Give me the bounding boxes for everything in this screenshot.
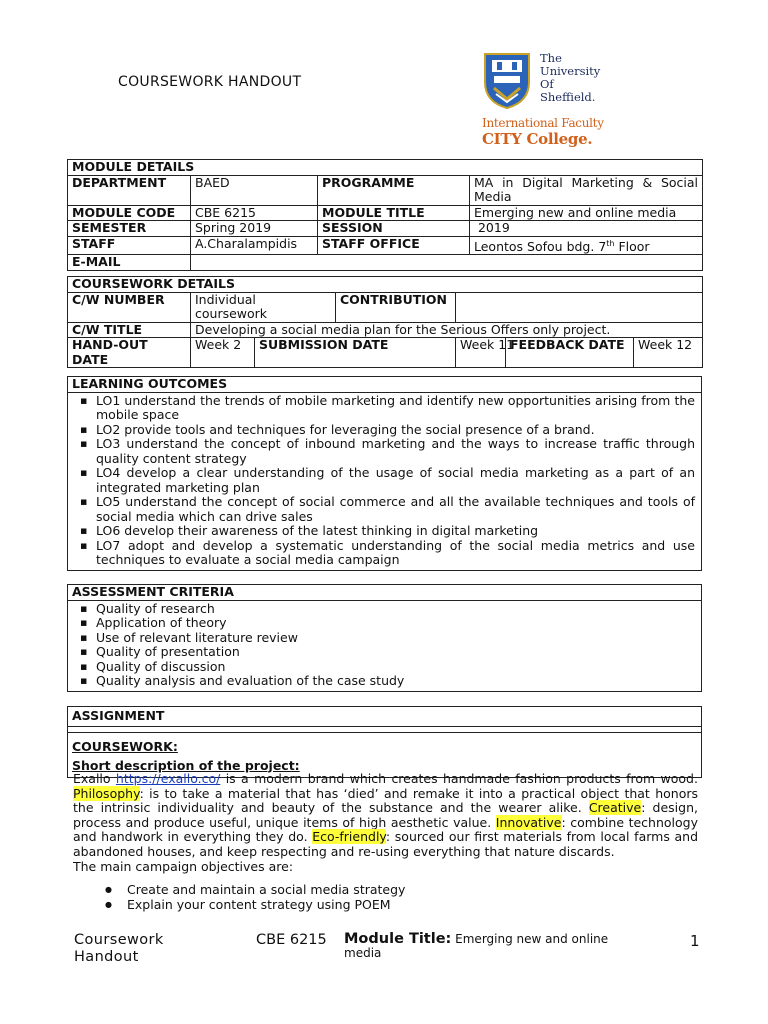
list-item: ▪ Application of theory (96, 616, 695, 631)
university-name: The University Of Sheffield. (540, 51, 601, 104)
assessment-criteria-table (67, 584, 702, 692)
creative-highlight: Creative (588, 800, 642, 816)
feedback-date-label: FEEDBACK DATE (506, 338, 634, 368)
page-footer (0, 932, 768, 972)
handout-date-value: Week 2 (191, 338, 255, 368)
footer-module-title: Module Title: Emerging new and online media (344, 931, 609, 960)
list-item: ▪ Quality analysis and evaluation of the case study (96, 674, 695, 689)
innovative-highlight: Innovative (495, 814, 562, 830)
department-label: DEPARTMENT (68, 175, 191, 205)
module-details-heading: MODULE DETAILS (68, 160, 703, 176)
email-label: E-MAIL (68, 255, 191, 271)
assignment-body (73, 772, 698, 912)
assignment-table (67, 706, 702, 778)
staff-value: A.Charalampidis (191, 236, 318, 255)
staff-label: STAFF (68, 236, 191, 255)
list-item: ▪ LO4 develop a clear understanding of the usage of social media marketing as a part of an integrated marketing plan (96, 466, 695, 495)
university-logo (482, 50, 612, 150)
learning-outcomes-heading: LEARNING OUTCOMES (68, 377, 702, 393)
staff-office-value: Leontos Sofou bdg. 7th Floor (470, 236, 703, 255)
cw-number-value: Individual coursework (191, 292, 336, 322)
footer-doc-title: Coursework Handout (74, 932, 164, 965)
list-item: ▪ LO7 adopt and develop a systematic understanding of the social media metrics and use techniques to evaluate a social media campaign (96, 539, 695, 568)
objectives-intro: The main campaign objectives are: (73, 858, 294, 874)
assessment-criteria-heading: ASSESSMENT CRITERIA (68, 585, 702, 601)
page-number: 1 (690, 932, 700, 950)
module-code-value: CBE 6215 (191, 205, 318, 221)
shield-icon (482, 52, 532, 110)
list-item: ▪ Use of relevant literature review (96, 631, 695, 646)
list-item: ▪ Quality of discussion (96, 660, 695, 675)
contribution-value (456, 292, 703, 322)
semester-label: SEMESTER (68, 221, 191, 237)
short-description-label: Short description of the project: (72, 757, 300, 773)
footer-module-code: CBE 6215 (256, 932, 327, 948)
session-label: SESSION (318, 221, 470, 237)
semester-value: Spring 2019 (191, 221, 318, 237)
list-item: ▪ LO6 develop their awareness of the latest thinking in digital marketing (96, 524, 695, 539)
email-value (191, 255, 703, 271)
list-item: ▪ LO2 provide tools and techniques for leveraging the social presence of a brand. (96, 423, 695, 438)
philosophy-highlight: Philosophy (73, 785, 140, 801)
objectives-list (127, 882, 698, 912)
department-value: BAED (191, 175, 318, 205)
contribution-label: CONTRIBUTION (336, 292, 456, 322)
learning-outcomes-table (67, 376, 702, 571)
list-item: ▪ Quality of research (96, 602, 695, 617)
submission-date-value: Week 11 (456, 338, 506, 368)
exallo-link[interactable]: https://exallo.co/ (115, 771, 221, 786)
coursework-label: COURSEWORK: (72, 738, 178, 754)
feedback-date-value: Week 12 (634, 338, 703, 368)
list-item: ● Create and maintain a social media strategy (127, 882, 698, 897)
handout-title: COURSEWORK HANDOUT (118, 74, 302, 90)
list-item: ▪ LO5 understand the concept of social commerce and all the available techniques and tools of social media which can drive sales (96, 495, 695, 524)
module-title-label: MODULE TITLE (318, 205, 470, 221)
list-item: ▪ LO3 understand the concept of inbound marketing and the ways to increase traffic through quality content strategy (96, 437, 695, 466)
assignment-heading: ASSIGNMENT (68, 707, 702, 727)
coursework-details-heading: COURSEWORK DETAILS (68, 277, 703, 293)
staff-office-label: STAFF OFFICE (318, 236, 470, 255)
programme-label: PROGRAMME (318, 175, 470, 205)
faculty-name: International Faculty (482, 116, 604, 130)
module-details-table (67, 159, 703, 271)
list-item: ▪ Quality of presentation (96, 645, 695, 660)
college-name: CITY College. (482, 130, 593, 148)
submission-date-label: SUBMISSION DATE (255, 338, 456, 368)
project-description: Exallo https://exallo.co/ is a modern brand which creates handmade fashion products from wood. Philosophy: is to take a material that has ‘died’ and remake it into a practical object that honors the intrinsic individuality and beauty of the substance and the wearer alike. Creative: design, process and produce useful, unique items of high aesthetic value. Innovative: combine technology and handwork in everything they do. Eco-friendly: sourced our first materials from local farms and abandoned houses, and keep respecting and re-using everything that nature discards. (73, 771, 698, 859)
list-item: ● Explain your content strategy using POEM (127, 897, 698, 912)
coursework-details-table (67, 276, 703, 368)
learning-outcomes-list (72, 394, 697, 568)
cw-title-label: C/W TITLE (68, 322, 191, 338)
handout-date-label: HAND-OUT DATE (68, 338, 191, 368)
assessment-criteria-list (72, 602, 697, 689)
session-value: 2019 (470, 221, 703, 237)
list-item: ▪ LO1 understand the trends of mobile marketing and identify new opportunities arising from the mobile space (96, 394, 695, 423)
module-code-label: MODULE CODE (68, 205, 191, 221)
cw-title-value: Developing a social media plan for the Serious Offers only project. (191, 322, 703, 338)
eco-friendly-highlight: Eco-friendly (312, 829, 386, 845)
cw-number-label: C/W NUMBER (68, 292, 191, 322)
programme-value: MA in Digital Marketing & Social Media (470, 175, 703, 205)
module-title-value: Emerging new and online media (470, 205, 703, 221)
